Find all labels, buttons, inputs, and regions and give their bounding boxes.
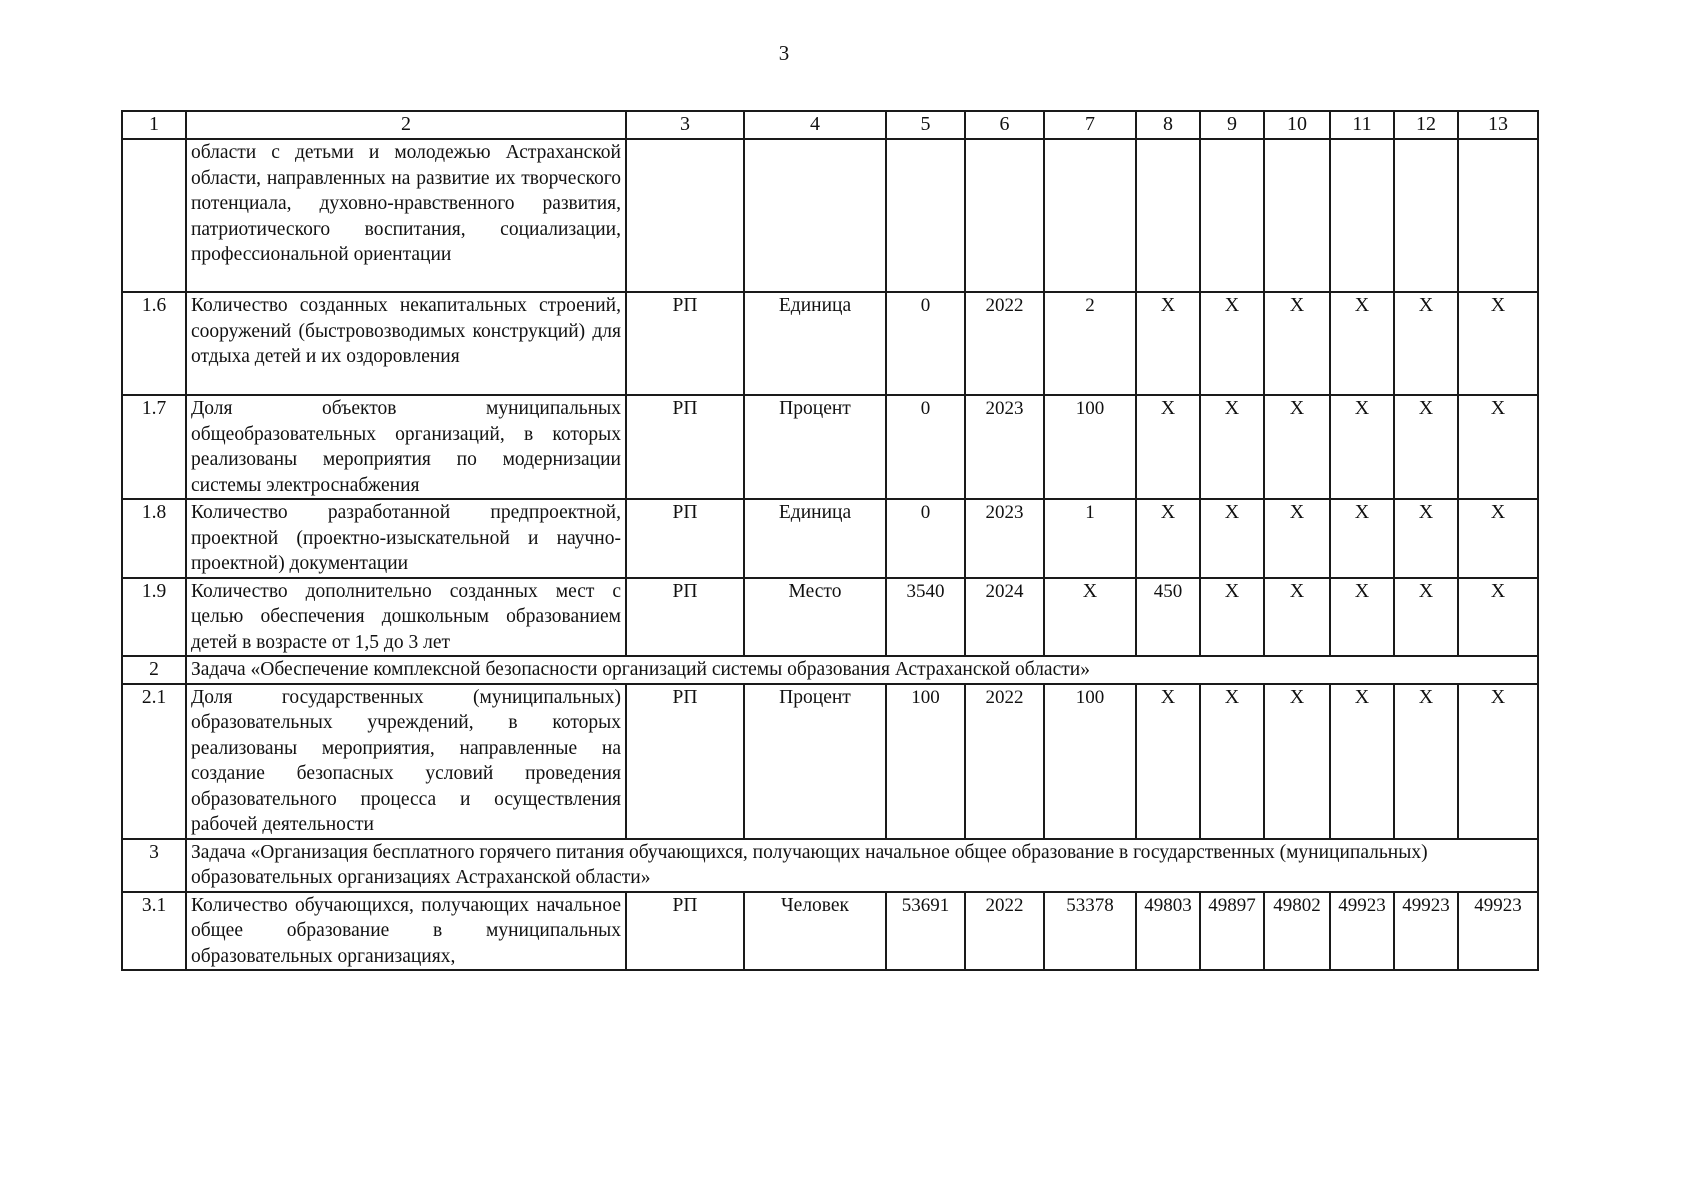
value-cell: 450 bbox=[1136, 578, 1200, 657]
value-cell: 49923 bbox=[1458, 892, 1538, 971]
base-year-cell: 2024 bbox=[965, 578, 1044, 657]
column-header: 6 bbox=[965, 111, 1044, 139]
value-cell: X bbox=[1264, 395, 1330, 499]
value-cell: X bbox=[1330, 292, 1394, 395]
value-cell: X bbox=[1394, 292, 1458, 395]
value-cell: X bbox=[1136, 499, 1200, 578]
indicator-type-cell: РП bbox=[626, 499, 744, 578]
value-cell: X bbox=[1458, 292, 1538, 395]
value-cell: X bbox=[1136, 292, 1200, 395]
value-cell: X bbox=[1394, 499, 1458, 578]
column-header: 8 bbox=[1136, 111, 1200, 139]
value-cell: X bbox=[1200, 684, 1264, 839]
task-title-cell: Задача «Организация бесплатного горячего питания обучающихся, получающих начальное общее образование в государственных (муниципальных) образовательных организациях Астраханской области» bbox=[186, 839, 1538, 892]
base-year-cell: 2022 bbox=[965, 292, 1044, 395]
value-cell: X bbox=[1330, 578, 1394, 657]
value-cell: 49803 bbox=[1136, 892, 1200, 971]
value-cell: X bbox=[1136, 684, 1200, 839]
column-header: 7 bbox=[1044, 111, 1136, 139]
column-header: 5 bbox=[886, 111, 965, 139]
base-value-cell bbox=[886, 139, 965, 292]
base-value-cell: 0 bbox=[886, 292, 965, 395]
page-number: 3 bbox=[778, 41, 790, 65]
table-row bbox=[122, 499, 1538, 578]
unit-cell: Процент bbox=[744, 395, 886, 499]
indicator-name-cell: Количество разработанной предпроектной, проектной (проектно-изыскательной и научно-проектной) документации bbox=[186, 499, 626, 578]
column-header: 4 bbox=[744, 111, 886, 139]
indicator-type-cell: РП bbox=[626, 395, 744, 499]
value-cell bbox=[1394, 139, 1458, 292]
row-number-cell: 2 bbox=[122, 656, 186, 684]
unit-cell: Единица bbox=[744, 499, 886, 578]
task-row bbox=[122, 656, 1538, 684]
value-cell: X bbox=[1200, 578, 1264, 657]
value-cell: X bbox=[1200, 292, 1264, 395]
base-value-cell: 0 bbox=[886, 499, 965, 578]
row-number-cell: 1.9 bbox=[122, 578, 186, 657]
value-cell: X bbox=[1330, 395, 1394, 499]
value-cell: X bbox=[1458, 578, 1538, 657]
indicator-type-cell: РП bbox=[626, 684, 744, 839]
value-cell: X bbox=[1394, 395, 1458, 499]
value-cell: X bbox=[1458, 499, 1538, 578]
row-number-cell: 1.8 bbox=[122, 499, 186, 578]
value-cell: 49897 bbox=[1200, 892, 1264, 971]
value-cell bbox=[1330, 139, 1394, 292]
unit-cell: Человек bbox=[744, 892, 886, 971]
unit-cell: Единица bbox=[744, 292, 886, 395]
value-cell bbox=[1458, 139, 1538, 292]
value-cell: 49923 bbox=[1330, 892, 1394, 971]
indicator-type-cell: РП bbox=[626, 292, 744, 395]
column-header: 2 bbox=[186, 111, 626, 139]
value-cell: 49802 bbox=[1264, 892, 1330, 971]
row-number-cell bbox=[122, 139, 186, 292]
column-header: 3 bbox=[626, 111, 744, 139]
value-cell: X bbox=[1264, 578, 1330, 657]
base-year-cell: 2022 bbox=[965, 892, 1044, 971]
table-row bbox=[122, 292, 1538, 395]
value-cell: 53378 bbox=[1044, 892, 1136, 971]
base-value-cell: 100 bbox=[886, 684, 965, 839]
value-cell: X bbox=[1200, 499, 1264, 578]
column-header: 1 bbox=[122, 111, 186, 139]
column-header: 12 bbox=[1394, 111, 1458, 139]
value-cell: X bbox=[1458, 395, 1538, 499]
value-cell: X bbox=[1264, 499, 1330, 578]
value-cell: X bbox=[1394, 578, 1458, 657]
base-value-cell: 3540 bbox=[886, 578, 965, 657]
value-cell: 49923 bbox=[1394, 892, 1458, 971]
value-cell: X bbox=[1264, 292, 1330, 395]
column-header: 13 bbox=[1458, 111, 1538, 139]
value-cell: X bbox=[1458, 684, 1538, 839]
value-cell: 100 bbox=[1044, 395, 1136, 499]
base-value-cell: 0 bbox=[886, 395, 965, 499]
column-header: 11 bbox=[1330, 111, 1394, 139]
row-number-cell: 1.7 bbox=[122, 395, 186, 499]
value-cell: X bbox=[1264, 684, 1330, 839]
table-row bbox=[122, 684, 1538, 839]
indicator-name-cell: Доля государственных (муниципальных) образовательных учреждений, в которых реализованы мероприятия, направленные на создание безопасных условий проведения образовательного процесса и осуществления рабочей деятельности bbox=[186, 684, 626, 839]
base-year-cell: 2023 bbox=[965, 499, 1044, 578]
indicator-name-cell: Количество обучающихся, получающих начальное общее образование в муниципальных образовательных организациях, bbox=[186, 892, 626, 971]
task-title-cell: Задача «Обеспечение комплексной безопасности организаций системы образования Астраханской области» bbox=[186, 656, 1538, 684]
table-row bbox=[122, 139, 1538, 292]
indicator-type-cell: РП bbox=[626, 892, 744, 971]
value-cell bbox=[1264, 139, 1330, 292]
indicator-name-cell: области с детьми и молодежью Астраханской области, направленных на развитие их творческого потенциала, духовно-нравственного развития, патриотического воспитания, социализации, профессиональной ориентации bbox=[186, 139, 626, 292]
base-year-cell bbox=[965, 139, 1044, 292]
indicator-name-cell: Количество созданных некапитальных строений, сооружений (быстровозводимых конструкций) для отдыха детей и их оздоровления bbox=[186, 292, 626, 395]
value-cell: X bbox=[1044, 578, 1136, 657]
column-header: 10 bbox=[1264, 111, 1330, 139]
base-value-cell: 53691 bbox=[886, 892, 965, 971]
value-cell: X bbox=[1394, 684, 1458, 839]
indicator-type-cell: РП bbox=[626, 578, 744, 657]
value-cell: X bbox=[1330, 684, 1394, 839]
indicator-name-cell: Количество дополнительно созданных мест с целью обеспечения дошкольным образованием детей в возрасте от 1,5 до 3 лет bbox=[186, 578, 626, 657]
base-year-cell: 2022 bbox=[965, 684, 1044, 839]
value-cell: 2 bbox=[1044, 292, 1136, 395]
table-row bbox=[122, 578, 1538, 657]
column-header: 9 bbox=[1200, 111, 1264, 139]
table-row bbox=[122, 892, 1538, 971]
unit-cell: Место bbox=[744, 578, 886, 657]
indicator-name-cell: Доля объектов муниципальных общеобразовательных организаций, в которых реализованы мероприятия по модернизации системы электроснабжения bbox=[186, 395, 626, 499]
table-row bbox=[122, 395, 1538, 499]
row-number-cell: 2.1 bbox=[122, 684, 186, 839]
unit-cell bbox=[744, 139, 886, 292]
value-cell bbox=[1136, 139, 1200, 292]
row-number-cell: 3 bbox=[122, 839, 186, 892]
value-cell: X bbox=[1200, 395, 1264, 499]
base-year-cell: 2023 bbox=[965, 395, 1044, 499]
indicators-table bbox=[121, 110, 1539, 971]
row-number-cell: 1.6 bbox=[122, 292, 186, 395]
value-cell: X bbox=[1330, 499, 1394, 578]
unit-cell: Процент bbox=[744, 684, 886, 839]
task-row bbox=[122, 839, 1538, 892]
value-cell: 1 bbox=[1044, 499, 1136, 578]
value-cell bbox=[1044, 139, 1136, 292]
value-cell bbox=[1200, 139, 1264, 292]
header-row bbox=[122, 111, 1538, 139]
value-cell: 100 bbox=[1044, 684, 1136, 839]
indicator-type-cell bbox=[626, 139, 744, 292]
row-number-cell: 3.1 bbox=[122, 892, 186, 971]
value-cell: X bbox=[1136, 395, 1200, 499]
